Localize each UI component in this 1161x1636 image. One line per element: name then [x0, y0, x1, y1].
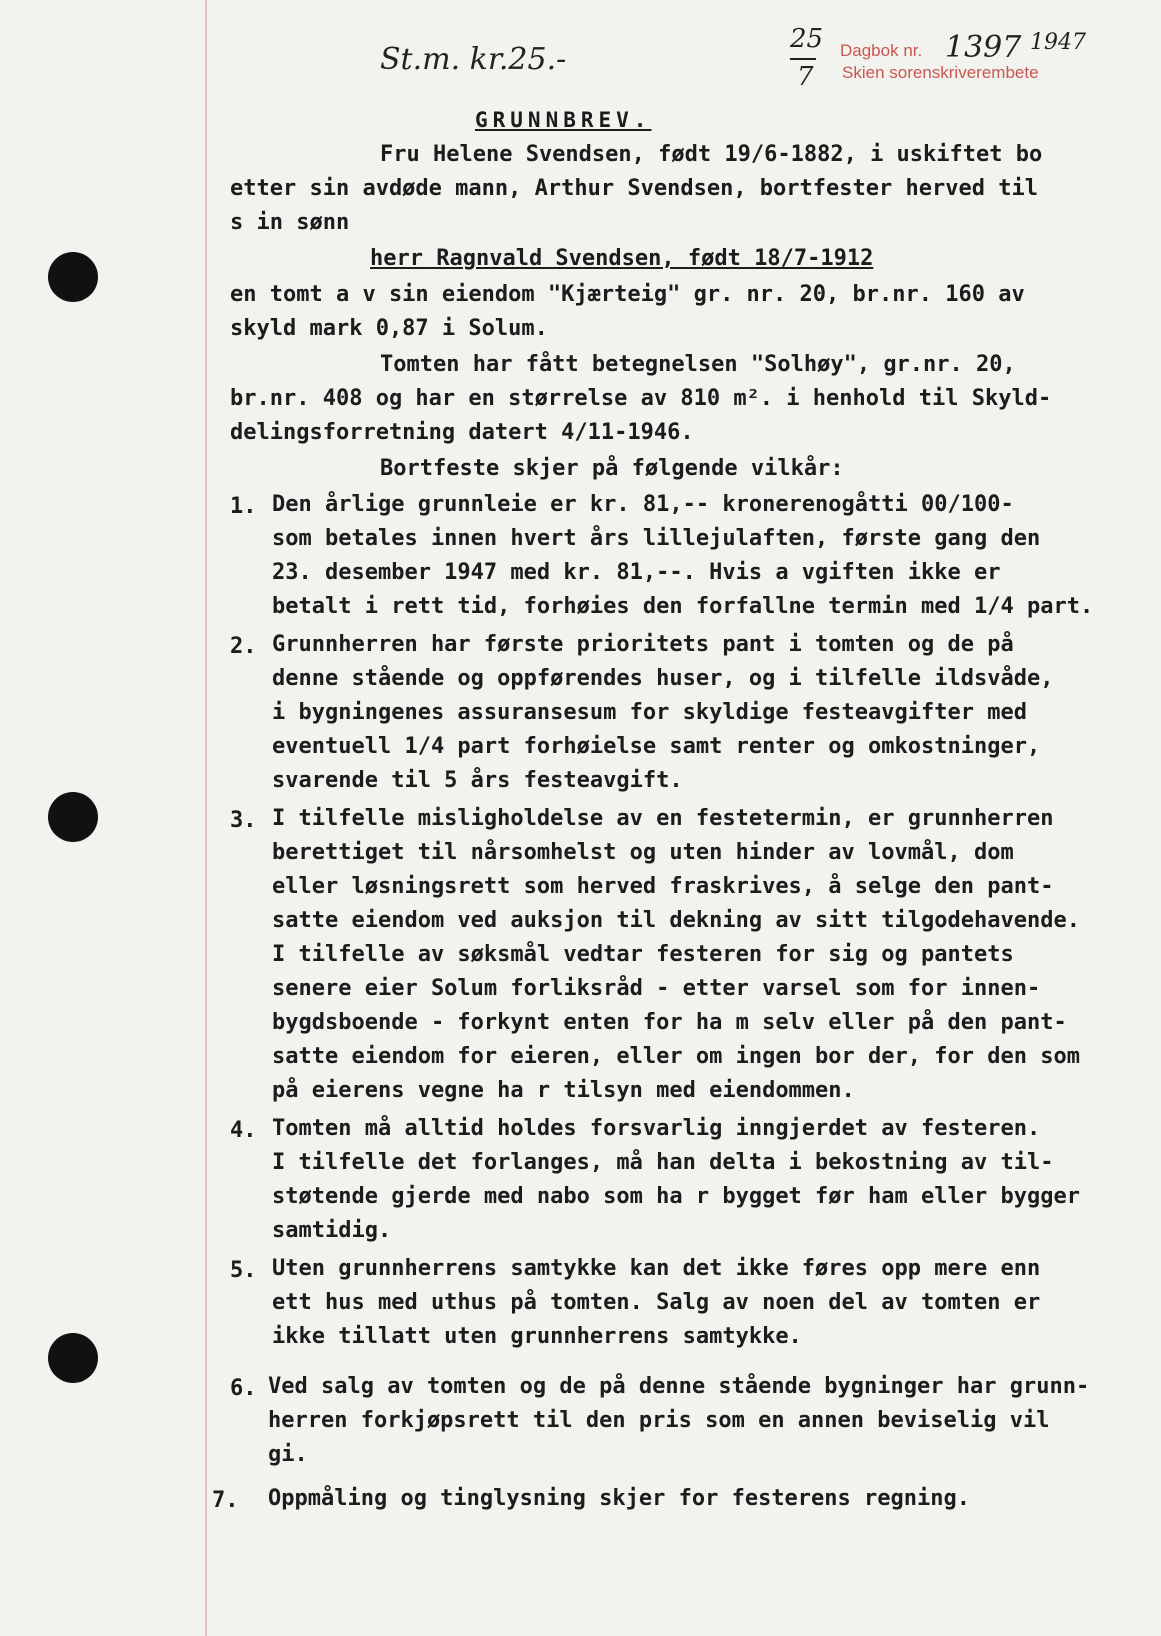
text-line: br.nr. 408 og har en størrelse av 810 m². i henhold til Skyld-: [230, 386, 1052, 411]
term-number: 6.: [230, 1376, 257, 1401]
term-line: som betales innen hvert års lillejulaften, første gang den: [272, 526, 1041, 551]
term-line: svarende til 5 års festeavgift.: [272, 768, 683, 793]
term-line: bygdsboende - forkynt enten for ha m selv eller på den pant-: [272, 1010, 1067, 1035]
term-line: betalt i rett tid, forhøies den forfallne termin med 1/4 part.: [272, 594, 1094, 619]
term-number: 7.: [212, 1488, 239, 1513]
text-line: skyld mark 0,87 i Solum.: [230, 316, 548, 341]
handwritten-fee-note: St.m. kr.25.-: [380, 42, 567, 77]
stamp-date-month: 7: [797, 62, 814, 92]
term-line: berettiget til nårsomhelst og uten hinder av lovmål, dom: [272, 840, 1014, 865]
text-line: s in sønn: [230, 210, 350, 235]
term-line: denne stående og oppførendes huser, og i tilfelle ildsvåde,: [272, 666, 1054, 691]
term-line: i bygningenes assuransesum for skyldige festeavgifter med: [272, 700, 1027, 725]
term-line: Oppmåling og tinglysning skjer for festerens regning.: [268, 1486, 970, 1511]
term-line: ett hus med uthus på tomten. Salg av noen del av tomten er: [272, 1290, 1041, 1315]
term-line: Ved salg av tomten og de på denne stående bygninger har grunn-: [268, 1374, 1090, 1399]
term-line: I tilfelle det forlanges, må han delta i bekostning av til-: [272, 1150, 1054, 1175]
term-line: I tilfelle av søksmål vedtar festeren for sig og pantets: [272, 942, 1014, 967]
term-number: 2.: [230, 634, 257, 659]
term-line: satte eiendom for eieren, eller om ingen bor der, for den som: [272, 1044, 1080, 1069]
term-line: ikke tillatt uten grunnherrens samtykke.: [272, 1324, 802, 1349]
term-line: støtende gjerde med nabo som ha r bygget før ham eller bygger: [272, 1184, 1080, 1209]
stamp-date-day: 25: [790, 24, 824, 54]
stamp-year: 1947: [1030, 30, 1086, 55]
term-number: 1.: [230, 494, 257, 519]
term-line: herren forkjøpsrett til den pris som en annen beviselig vil: [268, 1408, 1050, 1433]
punch-hole: [48, 1333, 98, 1383]
term-line: på eierens vegne ha r tilsyn med eiendommen.: [272, 1078, 855, 1103]
text-line: etter sin avdøde mann, Arthur Svendsen, bortfester herved til: [230, 176, 1038, 201]
text-line: delingsforretning datert 4/11-1946.: [230, 420, 694, 445]
term-line: Tomten må alltid holdes forsvarlig inngjerdet av festeren.: [272, 1116, 1041, 1141]
lessee-name-line: herr Ragnvald Svendsen, født 18/7-1912: [370, 246, 874, 271]
term-line: Den årlige grunnleie er kr. 81,-- kronerenogåtti 00/100-: [272, 492, 1014, 517]
term-number: 4.: [230, 1118, 257, 1143]
text-line: en tomt a v sin eiendom "Kjærteig" gr. nr. 20, br.nr. 160 av: [230, 282, 1025, 307]
term-line: gi.: [268, 1442, 308, 1467]
text-line: Tomten har fått betegnelsen "Solhøy", gr.nr. 20,: [380, 352, 1016, 377]
punch-hole: [48, 792, 98, 842]
stamp-office: Skien sorenskriverembete: [842, 63, 1039, 82]
term-line: satte eiendom ved auksjon til dekning av sitt tilgodehavende.: [272, 908, 1080, 933]
term-line: 23. desember 1947 med kr. 81,--. Hvis a vgiften ikke er: [272, 560, 1001, 585]
term-line: Grunnherren har første prioritets pant i tomten og de på: [272, 632, 1014, 657]
term-line: eventuell 1/4 part forhøielse samt renter og omkostninger,: [272, 734, 1041, 759]
stamp-date-divider: [790, 58, 816, 60]
stamp-dagbok-label: Dagbok nr.: [840, 41, 923, 60]
term-number: 3.: [230, 808, 257, 833]
text-line: Bortfeste skjer på følgende vilkår:: [380, 456, 844, 481]
punch-hole: [48, 252, 98, 302]
stamp-dagbok-number: 1397: [945, 30, 1022, 65]
term-line: eller løsningsrett som herved fraskrives, å selge den pant-: [272, 874, 1054, 899]
document-title: GRUNNBREV.: [475, 108, 652, 132]
term-line: samtidig.: [272, 1218, 392, 1243]
margin-rule: [205, 0, 207, 1636]
text-line: Fru Helene Svendsen, født 19/6-1882, i uskiftet bo: [380, 142, 1043, 167]
term-line: I tilfelle misligholdelse av en festetermin, er grunnherren: [272, 806, 1054, 831]
term-line: Uten grunnherrens samtykke kan det ikke føres opp mere enn: [272, 1256, 1041, 1281]
term-line: senere eier Solum forliksråd - etter varsel som for innen-: [272, 976, 1041, 1001]
term-number: 5.: [230, 1258, 257, 1283]
